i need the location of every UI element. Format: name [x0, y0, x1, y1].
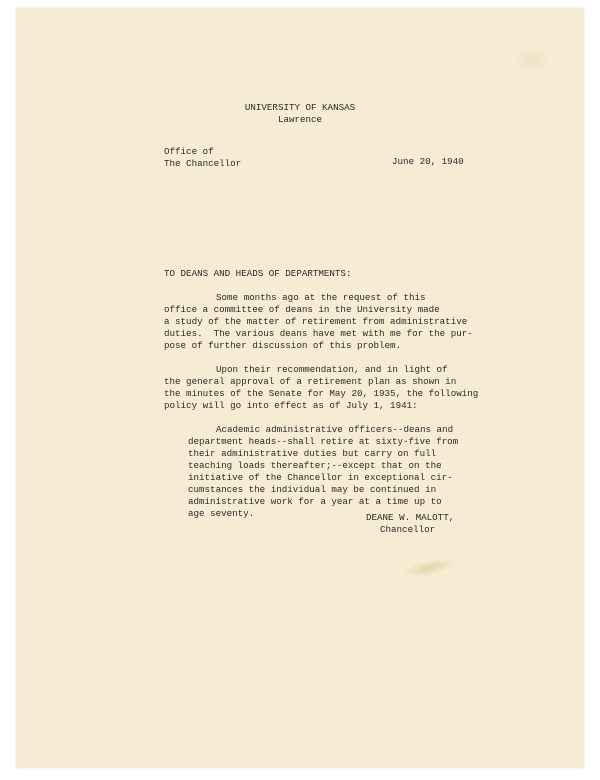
letterhead-institution: UNIVERSITY OF KANSAS [244, 102, 356, 113]
office-line-2: The Chancellor [164, 158, 242, 169]
policy-line: teaching loads thereafter;--except that on the [188, 460, 442, 471]
policy-line: cumstances the individual may be continued in [188, 484, 437, 495]
paper-stain [514, 48, 550, 74]
paper-stain [403, 556, 455, 580]
policy-line: Academic administrative officers--deans and [216, 424, 454, 435]
policy-line: initiative of the Chancellor in exceptional cir- [188, 472, 453, 483]
paragraph-2-line: the minutes of the Senate for May 20, 1935, the following [164, 388, 479, 399]
paragraph-1-line: office a committee of deans in the University made [164, 304, 440, 315]
policy-line: department heads--shall retire at sixty-five from [188, 436, 459, 447]
salutation: TO DEANS AND HEADS OF DEPARTMENTS: [164, 268, 352, 279]
policy-line: their administrative duties but carry on full [188, 448, 437, 459]
paragraph-1-line: Some months ago at the request of this [216, 292, 426, 303]
paragraph-2-line: policy will go into effect as of July 1, 1941: [164, 400, 418, 411]
signature-title: Chancellor [380, 524, 436, 535]
office-line-1: Office of [164, 146, 214, 157]
paragraph-2-line: the general approval of a retirement plan as shown in [164, 376, 457, 387]
signature-name: DEANE W. MALOTT, [366, 512, 455, 523]
paragraph-2-line: Upon their recommendation, and in light of [216, 364, 448, 375]
letterhead-city: Lawrence [277, 114, 323, 125]
policy-line: age seventy. [188, 508, 255, 519]
paragraph-1-line: duties. The various deans have met with me for the pur- [164, 328, 473, 339]
paragraph-1-line: pose of further discussion of this problem. [164, 340, 402, 351]
policy-line: administrative work for a year at a time up to [188, 496, 442, 507]
paragraph-1-line: a study of the matter of retirement from administrative [164, 316, 468, 327]
letter-date: June 20, 1940 [392, 156, 464, 167]
